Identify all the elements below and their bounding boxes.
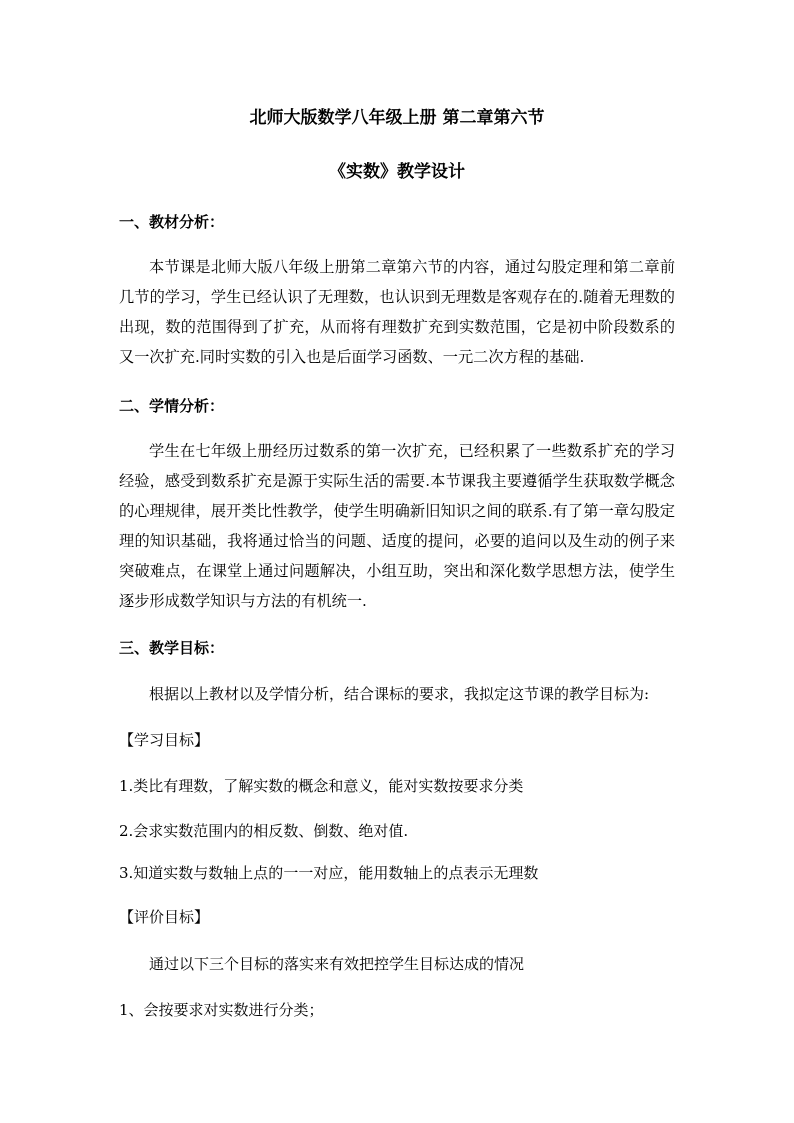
learning-goals-label: 【学习目标】 <box>119 731 210 749</box>
document-subtitle: 《实数》教学设计 <box>329 162 465 182</box>
learning-goal-item: 1.类比有理数，了解实数的概念和意义，能对实数按要求分类 <box>119 777 524 795</box>
teaching-goals-intro: 根据以上教材以及学情分析，结合课标的要求，我拟定这节课的教学目标为: <box>149 685 650 703</box>
document-title: 北师大版数学八年级上册 第二章第六节 <box>249 108 545 128</box>
learning-goal-item: 2.会求实数范围内的相反数、倒数、绝对值. <box>119 822 409 840</box>
paragraph-student-analysis: 学生在七年级上册经历过数系的第一次扩充，已经积累了一些数系扩充的学习经验，感受到数系扩充是源于实际生活的需要.本节课我主要遵循学生获取数学概念的心理规律，展开类比性教学，使学生明确新旧知识之间的联系.有了第一章勾股定理的知识基础，我将通过恰当的问题、适度的提问，必要的追问以及生动的例子来突破难点，在课堂上通过问题解决，小组互助，突出和深化数学思想方法，使学生逐步形成数学知识与方法的有机统一. <box>119 442 675 610</box>
learning-goal-item: 3.知道实数与数轴上点的一一对应，能用数轴上的点表示无理数 <box>119 864 539 882</box>
eval-goals-label: 【评价目标】 <box>119 908 210 926</box>
paragraph-textbook-analysis: 本节课是北师大版八年级上册第二章第六节的内容，通过勾股定理和第二章前几节的学习，学生已经认识了无理数，也认识到无理数是客观存在的.随着无理数的出现，数的范围得到了扩充，从而将有理数扩充到实数范围，它是初中阶段数系的又一次扩充.同时实数的引入也是后面学习函数、一元二次方程的基础. <box>119 258 675 366</box>
eval-goals-intro: 通过以下三个目标的落实来有效把控学生目标达成的情况 <box>149 955 525 973</box>
eval-goal-item: 1、会按要求对实数进行分类； <box>119 1001 324 1019</box>
section-heading-teaching-goals: 三、教学目标： <box>119 639 225 657</box>
section-heading-textbook-analysis: 一、教材分析： <box>119 213 225 231</box>
section-heading-student-analysis: 二、学情分析： <box>119 397 225 415</box>
